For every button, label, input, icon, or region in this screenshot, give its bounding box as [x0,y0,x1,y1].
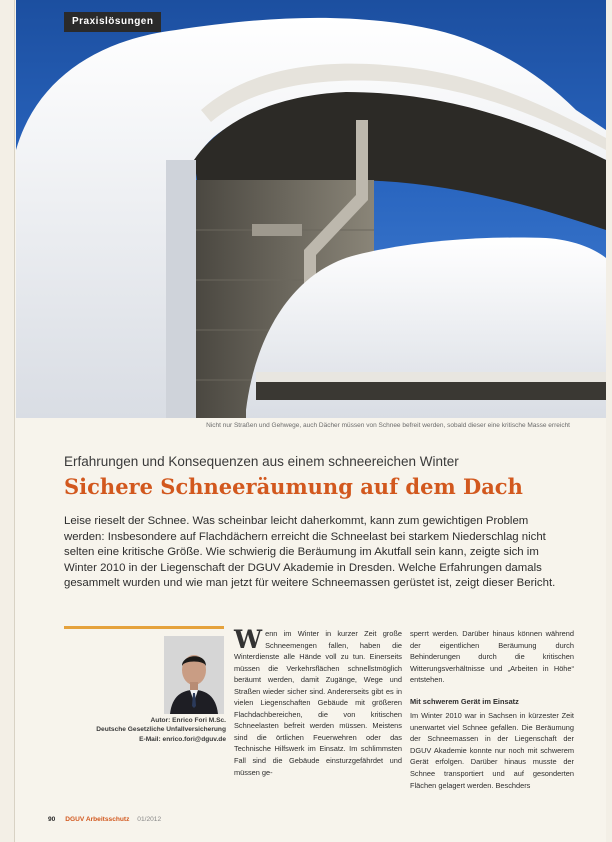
author-org: Deutsche Gesetzliche Unfallversicherung [96,726,226,734]
body-text-right-b: Im Winter 2010 war in Sachsen in kürzester Zeit unerwartet viel Schnee gefallen. Die Beräumung der Schneemassen in der Liegenschaft der DGUV Akademie konnte nur noch mit schwerem Gerät erfolgen. Darüber hinaus musste der Schnee transportiert und auf gesonderten Flächen gelagert werden. Beschders [410,711,574,790]
author-rule [64,626,224,629]
author-photo [164,636,224,714]
author-portrait-icon [164,636,224,714]
author-caption [64,716,226,744]
author-email: E-Mail: enrico.fori@dguv.de [139,735,226,743]
drop-cap: W [234,625,263,654]
article-intro: Leise rieselt der Schnee. Was scheinbar leicht daherkommt, kann zum gewichtigen Problem werden: Insbesondere auf Flachdächern erreicht die Schneelast bei starkem Niederschlag nicht selten eine kritische Größe. Wie schwierig die Beräumung im Akutfall sein kann, zeigte sich im Winter 2010 in der Liegenschaft der DGUV Akademie in Dresden. Welche Erfahrungen damals gesammelt wurden und wie man jetzt für weitere Schneemassen gerüstet ist, zeigt dieser Bericht. [64,515,556,590]
issue-number: 01/2012 [137,816,162,823]
article-headline: Sichere Schneeräumung auf dem Dach [64,474,523,499]
section-tag: Praxislösungen [64,12,161,32]
photo-caption: Nicht nur Straßen und Gehwege, auch Dächer müssen von Schnee befreit werden, sobald dieser eine kritische Masse erreicht [206,422,570,429]
body-column-right [410,628,574,791]
body-column-middle [234,625,402,778]
page-footer [48,816,588,828]
snow-roof-illustration [16,0,606,418]
hero-photo [16,0,606,418]
body-text-middle: enn im Winter in kurzer Zeit große Schneemengen fallen, haben die Winterdienste alle Hände voll zu tun. Einerseits müssen die Verkehrsflächen schnellstmöglich beräumt werden, damit Zugänge, Wege und Straßen wieder sicher sind. Andererseits gibt es in vielen Liegenschaften Gebäude mit größeren Flachdachbereichen, die von kritischen Schneelasten befreit werden müssen. Meistens sind die örtlichen Feuerwehren oder das Technische Hilfswerk im Einsatz. Im schlimmsten Fall sind die Gebäude einsturzgefährdet und müssen ge- [234,629,402,777]
body-subhead: Mit schwerem Gerät im Einsatz [410,696,519,706]
magazine-name: DGUV Arbeitsschutz [65,816,130,823]
author-name: Autor: Enrico Fori M.Sc. [150,717,226,724]
article-kicker: Erfahrungen und Konsequenzen aus einem schneereichen Winter [64,454,459,469]
body-text-right-a: sperrt werden. Darüber hinaus können während der eigentlichen Beräumung durch Behinderungen durch die kritischen Witterungsverhältnisse und „Arbeiten in Höhe“ entstehen. [410,629,574,685]
page-number: 90 [48,816,56,823]
